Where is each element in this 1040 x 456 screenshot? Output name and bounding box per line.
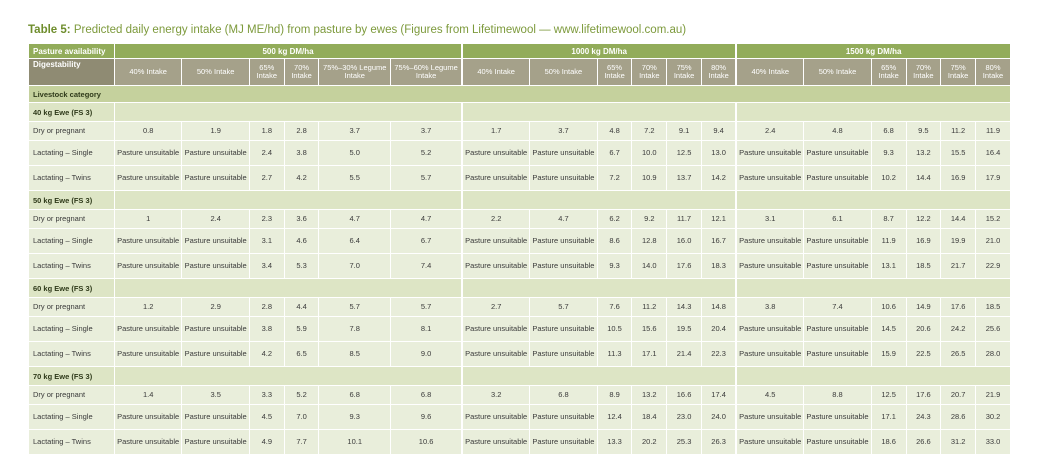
table-cell: 15.6 bbox=[632, 317, 667, 342]
table-cell: 1.8 bbox=[249, 122, 284, 141]
table-title bbox=[28, 24, 686, 36]
section-spacer-cell bbox=[736, 367, 1010, 386]
row-label: Lactating – Single bbox=[29, 405, 115, 430]
column-header: 50% Intake bbox=[182, 59, 250, 86]
table-cell: 1 bbox=[114, 210, 182, 229]
table-cell: Pasture unsuitable bbox=[462, 405, 530, 430]
table-cell: 2.9 bbox=[182, 298, 250, 317]
table-cell: 13.2 bbox=[632, 386, 667, 405]
table-cell: Pasture unsuitable bbox=[462, 166, 530, 191]
ewe-section-label: 60 kg Ewe (FS 3) bbox=[29, 279, 115, 298]
column-header: 50% Intake bbox=[804, 59, 872, 86]
table-cell: Pasture unsuitable bbox=[804, 254, 872, 279]
group-header: 1500 kg DM/ha bbox=[736, 44, 1010, 59]
group-header: 1000 kg DM/ha bbox=[462, 44, 736, 59]
row-label: Dry or pregnant bbox=[29, 122, 115, 141]
table-cell: 18.3 bbox=[701, 254, 736, 279]
table-cell: Pasture unsuitable bbox=[804, 405, 872, 430]
section-spacer-cell bbox=[114, 367, 462, 386]
table-cell: Pasture unsuitable bbox=[462, 342, 530, 367]
table-cell: 2.8 bbox=[249, 298, 284, 317]
section-spacer-cell bbox=[114, 279, 462, 298]
table-cell: Pasture unsuitable bbox=[530, 317, 598, 342]
table-cell: 13.2 bbox=[906, 141, 941, 166]
table-cell: Pasture unsuitable bbox=[182, 254, 250, 279]
table-cell: 17.6 bbox=[906, 386, 941, 405]
table-cell: 9.3 bbox=[871, 141, 906, 166]
table-cell: 14.4 bbox=[941, 210, 976, 229]
table-cell: 9.5 bbox=[906, 122, 941, 141]
table-cell: 16.4 bbox=[976, 141, 1011, 166]
table-cell: Pasture unsuitable bbox=[530, 254, 598, 279]
table-cell: 21.0 bbox=[976, 229, 1011, 254]
table-cell: 4.6 bbox=[284, 229, 319, 254]
table-row bbox=[29, 405, 1011, 430]
table-cell: 2.3 bbox=[249, 210, 284, 229]
table-cell: Pasture unsuitable bbox=[182, 141, 250, 166]
column-header: 70% Intake bbox=[906, 59, 941, 86]
table-cell: 11.7 bbox=[667, 210, 702, 229]
table-cell: Pasture unsuitable bbox=[182, 430, 250, 455]
table-cell: 5.2 bbox=[391, 141, 463, 166]
table-cell: Pasture unsuitable bbox=[462, 430, 530, 455]
row-label: Lactating – Twins bbox=[29, 430, 115, 455]
table-cell: 6.1 bbox=[804, 210, 872, 229]
table-cell: 4.7 bbox=[391, 210, 463, 229]
table-cell: 5.3 bbox=[284, 254, 319, 279]
table-cell: 12.8 bbox=[632, 229, 667, 254]
column-header: 40% Intake bbox=[736, 59, 804, 86]
column-header: 65% Intake bbox=[871, 59, 906, 86]
livestock-category-label: Livestock category bbox=[29, 86, 1011, 103]
table-cell: 11.3 bbox=[597, 342, 632, 367]
table-cell: 17.6 bbox=[667, 254, 702, 279]
table-cell: 6.8 bbox=[871, 122, 906, 141]
ewe-section-label: 40 kg Ewe (FS 3) bbox=[29, 103, 115, 122]
table-caption: Predicted daily energy intake (MJ ME/hd) from pasture by ewes (Figures from Lifetimewool — www.lifetimewool.com.au) bbox=[73, 24, 687, 36]
table-cell: 8.1 bbox=[391, 317, 463, 342]
table-cell: 28.0 bbox=[976, 342, 1011, 367]
table-cell: 3.4 bbox=[249, 254, 284, 279]
row-label: Lactating – Twins bbox=[29, 166, 115, 191]
table-cell: Pasture unsuitable bbox=[462, 229, 530, 254]
table-cell: 24.0 bbox=[701, 405, 736, 430]
table-cell: 12.5 bbox=[667, 141, 702, 166]
table-row bbox=[29, 141, 1011, 166]
table-cell: 20.7 bbox=[941, 386, 976, 405]
table-row bbox=[29, 166, 1011, 191]
table-cell: 19.5 bbox=[667, 317, 702, 342]
table-cell: Pasture unsuitable bbox=[530, 405, 598, 430]
table-cell: Pasture unsuitable bbox=[530, 141, 598, 166]
table-cell: 25.6 bbox=[976, 317, 1011, 342]
table-cell: 11.9 bbox=[871, 229, 906, 254]
table-cell: 4.8 bbox=[804, 122, 872, 141]
table-cell: Pasture unsuitable bbox=[736, 141, 804, 166]
table-cell: 2.7 bbox=[462, 298, 530, 317]
table-cell: 5.9 bbox=[284, 317, 319, 342]
table-cell: 3.7 bbox=[391, 122, 463, 141]
table-cell: 3.8 bbox=[284, 141, 319, 166]
table-cell: 14.4 bbox=[906, 166, 941, 191]
table-cell: Pasture unsuitable bbox=[736, 317, 804, 342]
ewe-section-row bbox=[29, 191, 1011, 210]
column-header: 40% Intake bbox=[462, 59, 530, 86]
section-spacer-cell bbox=[114, 103, 462, 122]
table-cell: 17.1 bbox=[632, 342, 667, 367]
table-row bbox=[29, 298, 1011, 317]
table-cell: 6.8 bbox=[319, 386, 391, 405]
table-cell: 8.5 bbox=[319, 342, 391, 367]
table-cell: Pasture unsuitable bbox=[114, 141, 182, 166]
table-cell: 9.3 bbox=[319, 405, 391, 430]
table-row bbox=[29, 210, 1011, 229]
table-cell: 22.5 bbox=[906, 342, 941, 367]
table-cell: 0.8 bbox=[114, 122, 182, 141]
table-cell: 7.4 bbox=[804, 298, 872, 317]
table-cell: 1.7 bbox=[462, 122, 530, 141]
ewe-section-label: 50 kg Ewe (FS 3) bbox=[29, 191, 115, 210]
table-cell: 16.6 bbox=[667, 386, 702, 405]
table-cell: Pasture unsuitable bbox=[114, 405, 182, 430]
table-cell: 14.0 bbox=[632, 254, 667, 279]
table-cell: 5.7 bbox=[530, 298, 598, 317]
column-header: 70% Intake bbox=[632, 59, 667, 86]
table-cell: 14.9 bbox=[906, 298, 941, 317]
table-cell: 5.7 bbox=[391, 166, 463, 191]
table-row bbox=[29, 317, 1011, 342]
row-label: Dry or pregnant bbox=[29, 210, 115, 229]
table-cell: 6.8 bbox=[530, 386, 598, 405]
table-cell: 5.7 bbox=[319, 298, 391, 317]
table-cell: 2.8 bbox=[284, 122, 319, 141]
table-cell: 6.7 bbox=[391, 229, 463, 254]
table-cell: 10.0 bbox=[632, 141, 667, 166]
table-cell: 3.7 bbox=[530, 122, 598, 141]
pasture-availability-label: Pasture availability bbox=[29, 44, 115, 59]
row-label: Lactating – Single bbox=[29, 141, 115, 166]
section-spacer-cell bbox=[462, 279, 736, 298]
table-cell: 18.5 bbox=[906, 254, 941, 279]
table-cell: 3.7 bbox=[319, 122, 391, 141]
table-cell: 16.0 bbox=[667, 229, 702, 254]
table-cell: Pasture unsuitable bbox=[182, 166, 250, 191]
table-cell: Pasture unsuitable bbox=[462, 317, 530, 342]
table-cell: Pasture unsuitable bbox=[182, 317, 250, 342]
table-cell: 8.9 bbox=[597, 386, 632, 405]
table-cell: 10.1 bbox=[319, 430, 391, 455]
table-row bbox=[29, 254, 1011, 279]
row-label: Lactating – Single bbox=[29, 317, 115, 342]
table-cell: 10.2 bbox=[871, 166, 906, 191]
table-cell: 6.7 bbox=[597, 141, 632, 166]
table-number: Table 5: bbox=[28, 24, 71, 36]
table-cell: 9.1 bbox=[667, 122, 702, 141]
table-row bbox=[29, 386, 1011, 405]
table-cell: 18.4 bbox=[632, 405, 667, 430]
table-cell: 24.2 bbox=[941, 317, 976, 342]
table-cell: 6.5 bbox=[284, 342, 319, 367]
table-cell: 4.5 bbox=[736, 386, 804, 405]
table-cell: 5.7 bbox=[391, 298, 463, 317]
table-cell: 11.2 bbox=[632, 298, 667, 317]
table-cell: 1.4 bbox=[114, 386, 182, 405]
table-cell: 28.6 bbox=[941, 405, 976, 430]
table-cell: 7.2 bbox=[632, 122, 667, 141]
column-header: 75%–30% Legume Intake bbox=[319, 59, 391, 86]
table-cell: 26.6 bbox=[906, 430, 941, 455]
table-cell: 10.5 bbox=[597, 317, 632, 342]
table-cell: Pasture unsuitable bbox=[182, 405, 250, 430]
table-cell: Pasture unsuitable bbox=[736, 166, 804, 191]
table-cell: 20.4 bbox=[701, 317, 736, 342]
table-cell: Pasture unsuitable bbox=[736, 254, 804, 279]
table-cell: 4.9 bbox=[249, 430, 284, 455]
section-spacer-cell bbox=[462, 103, 736, 122]
table-row bbox=[29, 342, 1011, 367]
table-cell: 2.4 bbox=[182, 210, 250, 229]
table-cell: 10.9 bbox=[632, 166, 667, 191]
column-header: 75% Intake bbox=[941, 59, 976, 86]
table-cell: 6.8 bbox=[391, 386, 463, 405]
table-cell: 14.8 bbox=[701, 298, 736, 317]
table-cell: Pasture unsuitable bbox=[530, 430, 598, 455]
table-cell: 5.2 bbox=[284, 386, 319, 405]
ewe-section-label: 70 kg Ewe (FS 3) bbox=[29, 367, 115, 386]
table-cell: 20.2 bbox=[632, 430, 667, 455]
column-header: 65% Intake bbox=[249, 59, 284, 86]
table-cell: 4.2 bbox=[284, 166, 319, 191]
table-cell: 8.8 bbox=[804, 386, 872, 405]
table-cell: Pasture unsuitable bbox=[182, 229, 250, 254]
table-cell: 1.2 bbox=[114, 298, 182, 317]
table-cell: 14.3 bbox=[667, 298, 702, 317]
table-cell: 12.4 bbox=[597, 405, 632, 430]
row-label: Dry or pregnant bbox=[29, 386, 115, 405]
table-cell: 22.3 bbox=[701, 342, 736, 367]
table-cell: 4.5 bbox=[249, 405, 284, 430]
table-cell: 4.4 bbox=[284, 298, 319, 317]
row-label: Dry or pregnant bbox=[29, 298, 115, 317]
table-cell: 14.2 bbox=[701, 166, 736, 191]
table-cell: Pasture unsuitable bbox=[736, 405, 804, 430]
header-row-pasture bbox=[29, 44, 1011, 59]
table-cell: 12.2 bbox=[906, 210, 941, 229]
row-label: Lactating – Single bbox=[29, 229, 115, 254]
section-spacer-cell bbox=[462, 367, 736, 386]
table-cell: Pasture unsuitable bbox=[182, 342, 250, 367]
table-cell: 7.7 bbox=[284, 430, 319, 455]
column-header: 65% Intake bbox=[597, 59, 632, 86]
table-cell: 21.7 bbox=[941, 254, 976, 279]
section-spacer-cell bbox=[736, 279, 1010, 298]
table-cell: 23.0 bbox=[667, 405, 702, 430]
table-cell: 3.2 bbox=[462, 386, 530, 405]
table-cell: 15.5 bbox=[941, 141, 976, 166]
table-cell: 4.7 bbox=[530, 210, 598, 229]
table-cell: 3.5 bbox=[182, 386, 250, 405]
table-cell: Pasture unsuitable bbox=[804, 430, 872, 455]
table-cell: 18.5 bbox=[976, 298, 1011, 317]
section-spacer-cell bbox=[736, 191, 1010, 210]
column-header: 80% Intake bbox=[701, 59, 736, 86]
table-cell: 3.6 bbox=[284, 210, 319, 229]
table-cell: 7.6 bbox=[597, 298, 632, 317]
table-cell: 9.2 bbox=[632, 210, 667, 229]
table-cell: 9.6 bbox=[391, 405, 463, 430]
table-cell: 25.3 bbox=[667, 430, 702, 455]
table-cell: 14.5 bbox=[871, 317, 906, 342]
table-cell: 2.4 bbox=[736, 122, 804, 141]
row-label: Lactating – Twins bbox=[29, 342, 115, 367]
table-cell: 9.3 bbox=[597, 254, 632, 279]
section-spacer-cell bbox=[462, 191, 736, 210]
table-cell: 8.7 bbox=[871, 210, 906, 229]
table-cell: Pasture unsuitable bbox=[530, 229, 598, 254]
table-cell: 1.9 bbox=[182, 122, 250, 141]
table-cell: 31.2 bbox=[941, 430, 976, 455]
table-cell: 6.4 bbox=[319, 229, 391, 254]
table-cell: 10.6 bbox=[871, 298, 906, 317]
table-cell: 16.9 bbox=[906, 229, 941, 254]
table-cell: 13.0 bbox=[701, 141, 736, 166]
table-cell: Pasture unsuitable bbox=[804, 317, 872, 342]
section-spacer-cell bbox=[736, 103, 1010, 122]
table-row bbox=[29, 122, 1011, 141]
table-cell: 11.2 bbox=[941, 122, 976, 141]
table-cell: 17.9 bbox=[976, 166, 1011, 191]
table-cell: Pasture unsuitable bbox=[114, 342, 182, 367]
table-row bbox=[29, 229, 1011, 254]
table-cell: 22.9 bbox=[976, 254, 1011, 279]
table-cell: 21.9 bbox=[976, 386, 1011, 405]
table-cell: Pasture unsuitable bbox=[114, 229, 182, 254]
livestock-category-row bbox=[29, 86, 1011, 103]
section-spacer-cell bbox=[114, 191, 462, 210]
table-cell: 4.8 bbox=[597, 122, 632, 141]
table-cell: 6.2 bbox=[597, 210, 632, 229]
table-cell: Pasture unsuitable bbox=[804, 342, 872, 367]
table-cell: Pasture unsuitable bbox=[114, 166, 182, 191]
table-cell: Pasture unsuitable bbox=[462, 141, 530, 166]
table-cell: 30.2 bbox=[976, 405, 1011, 430]
table-cell: Pasture unsuitable bbox=[736, 229, 804, 254]
table-cell: 8.6 bbox=[597, 229, 632, 254]
ewe-section-row bbox=[29, 367, 1011, 386]
column-header: 80% Intake bbox=[976, 59, 1011, 86]
table-cell: 3.8 bbox=[736, 298, 804, 317]
table-cell: 7.0 bbox=[284, 405, 319, 430]
table-cell: 18.6 bbox=[871, 430, 906, 455]
table-cell: 2.2 bbox=[462, 210, 530, 229]
ewe-section-row bbox=[29, 279, 1011, 298]
table-cell: 24.3 bbox=[906, 405, 941, 430]
table-cell: 11.9 bbox=[976, 122, 1011, 141]
table-cell: 21.4 bbox=[667, 342, 702, 367]
table-cell: 4.7 bbox=[319, 210, 391, 229]
table-cell: 17.1 bbox=[871, 405, 906, 430]
table-cell: Pasture unsuitable bbox=[530, 166, 598, 191]
table-cell: Pasture unsuitable bbox=[736, 430, 804, 455]
table-cell: 15.2 bbox=[976, 210, 1011, 229]
table-cell: 20.6 bbox=[906, 317, 941, 342]
column-header: 75% Intake bbox=[667, 59, 702, 86]
table-cell: 13.7 bbox=[667, 166, 702, 191]
table-cell: 9.0 bbox=[391, 342, 463, 367]
table-cell: 13.3 bbox=[597, 430, 632, 455]
table-cell: 15.9 bbox=[871, 342, 906, 367]
table-cell: Pasture unsuitable bbox=[804, 229, 872, 254]
table-cell: 5.5 bbox=[319, 166, 391, 191]
table-cell: 33.0 bbox=[976, 430, 1011, 455]
table-cell: 19.9 bbox=[941, 229, 976, 254]
table-cell: Pasture unsuitable bbox=[462, 254, 530, 279]
table-cell: 4.2 bbox=[249, 342, 284, 367]
table-cell: Pasture unsuitable bbox=[736, 342, 804, 367]
energy-intake-table bbox=[28, 43, 1011, 455]
table-cell: Pasture unsuitable bbox=[530, 342, 598, 367]
table-cell: Pasture unsuitable bbox=[804, 141, 872, 166]
table-cell: 3.8 bbox=[249, 317, 284, 342]
header-row-digestability bbox=[29, 59, 1011, 86]
table-cell: 17.6 bbox=[941, 298, 976, 317]
column-header: 70% Intake bbox=[284, 59, 319, 86]
table-cell: 7.2 bbox=[597, 166, 632, 191]
table-cell: 16.7 bbox=[701, 229, 736, 254]
table-cell: 5.0 bbox=[319, 141, 391, 166]
ewe-section-row bbox=[29, 103, 1011, 122]
table-cell: 17.4 bbox=[701, 386, 736, 405]
table-cell: 2.7 bbox=[249, 166, 284, 191]
table-row bbox=[29, 430, 1011, 455]
table-cell: Pasture unsuitable bbox=[804, 166, 872, 191]
table-cell: 3.3 bbox=[249, 386, 284, 405]
table-cell: 16.9 bbox=[941, 166, 976, 191]
table-cell: 2.4 bbox=[249, 141, 284, 166]
column-header: 50% Intake bbox=[530, 59, 598, 86]
table-cell: 12.5 bbox=[871, 386, 906, 405]
table-cell: 7.8 bbox=[319, 317, 391, 342]
table-cell: 3.1 bbox=[249, 229, 284, 254]
table-cell: 26.3 bbox=[701, 430, 736, 455]
table-cell: 9.4 bbox=[701, 122, 736, 141]
table-cell: Pasture unsuitable bbox=[114, 254, 182, 279]
row-label: Lactating – Twins bbox=[29, 254, 115, 279]
digestability-label: Digestability bbox=[29, 59, 115, 86]
column-header: 40% Intake bbox=[114, 59, 182, 86]
table-cell: 13.1 bbox=[871, 254, 906, 279]
table-cell: 3.1 bbox=[736, 210, 804, 229]
table-cell: Pasture unsuitable bbox=[114, 317, 182, 342]
group-header: 500 kg DM/ha bbox=[114, 44, 462, 59]
table-cell: 12.1 bbox=[701, 210, 736, 229]
column-header: 75%–60% Legume Intake bbox=[391, 59, 463, 86]
table-cell: Pasture unsuitable bbox=[114, 430, 182, 455]
table-cell: 7.0 bbox=[319, 254, 391, 279]
table-cell: 10.6 bbox=[391, 430, 463, 455]
table-cell: 7.4 bbox=[391, 254, 463, 279]
table-cell: 26.5 bbox=[941, 342, 976, 367]
